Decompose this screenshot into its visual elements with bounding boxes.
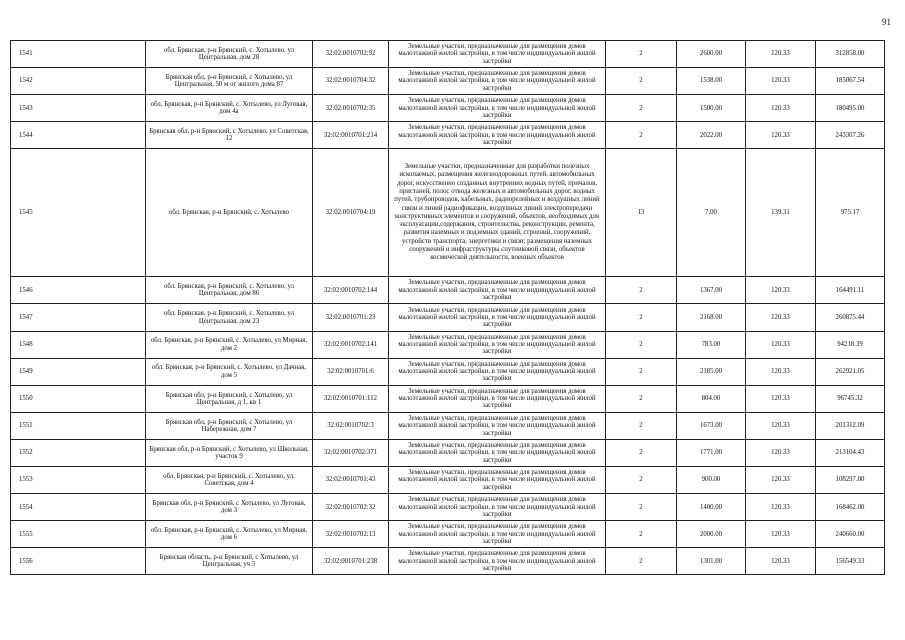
address-cell: Брянская обл, р-н Брянский, с Хотылево, ул Набережная, дом 7 bbox=[146, 412, 313, 439]
address-cell: Брянская обл, р-н Брянский, с Хотылево, ул Советская, 12 bbox=[146, 122, 313, 149]
address-cell: обл. Брянская, р-н Брянский, с. Хотылево, ул Центральная, дом 23 bbox=[146, 304, 313, 331]
address-cell: обл. Брянская, р-н Брянский, с. Хотылево bbox=[146, 149, 313, 277]
land-use-cell: Земельные участки, предназначенные для размещения домов малоэтажной жилой застройки, в том числе индивидуальной жилой застройки bbox=[389, 68, 606, 95]
table-row bbox=[11, 358, 885, 385]
land-use-cell: Земельные участки, предназначенные для размещения домов малоэтажной жилой застройки, в том числе индивидуальной жилой застройки bbox=[389, 358, 606, 385]
cadastral-number-cell: 32:02:0010702:13 bbox=[313, 521, 389, 548]
table-row bbox=[11, 149, 885, 277]
address-cell: Брянская область, р-н Брянский, с Хотылево, ул Центральная, уч 5 bbox=[146, 548, 313, 575]
area-cell: 7.00 bbox=[677, 149, 746, 277]
row-number: 1545 bbox=[11, 149, 146, 277]
land-use-cell: Земельные участки, предназначенные для размещения домов малоэтажной жилой застройки, в том числе индивидуальной жилой застройки bbox=[389, 41, 606, 68]
table-row bbox=[11, 494, 885, 521]
cadastral-value-cell: 185067.54 bbox=[816, 68, 885, 95]
rate-cell: 120.33 bbox=[746, 331, 816, 358]
table-row bbox=[11, 467, 885, 494]
area-cell: 2022.00 bbox=[677, 122, 746, 149]
address-cell: обл. Брянская, р-н Брянский, с. Хотылево, ул Мирная, дом 2 bbox=[146, 331, 313, 358]
group-cell: 2 bbox=[606, 385, 677, 412]
group-cell: 2 bbox=[606, 331, 677, 358]
row-number: 1541 bbox=[11, 41, 146, 68]
cadastral-value-cell: 94218.39 bbox=[816, 331, 885, 358]
land-use-cell: Земельные участки, предназначенные для размещения домов малоэтажной жилой застройки, в том числе индивидуальной жилой застройки bbox=[389, 467, 606, 494]
address-cell: обл. Брянская, р-н Брянский, с. Хотылево, ул Дачная, дом 5 bbox=[146, 358, 313, 385]
address-cell: обл. Брянская, р-н Брянский, с. Хотылево, ул Центральная, дом 28 bbox=[146, 41, 313, 68]
row-number: 1548 bbox=[11, 331, 146, 358]
group-cell: 2 bbox=[606, 68, 677, 95]
land-use-cell: Земельные участки, предназначенные для размещения домов малоэтажной жилой застройки, в том числе индивидуальной жилой застройки bbox=[389, 439, 606, 466]
group-cell: 2 bbox=[606, 95, 677, 122]
cadastral-number-cell: 32:02:0010702:371 bbox=[313, 439, 389, 466]
group-cell: 2 bbox=[606, 412, 677, 439]
page-number: 91 bbox=[882, 17, 891, 27]
row-number: 1544 bbox=[11, 122, 146, 149]
rate-cell: 120.33 bbox=[746, 41, 816, 68]
cadastral-number-cell: 32:02:0010701:112 bbox=[313, 385, 389, 412]
cadastral-value-cell: 260875.44 bbox=[816, 304, 885, 331]
table-row bbox=[11, 385, 885, 412]
group-cell: 2 bbox=[606, 41, 677, 68]
table-row bbox=[11, 521, 885, 548]
address-cell: Брянская обл, р-н Брянский, с Хотылево, ул Луговая, дом 3 bbox=[146, 494, 313, 521]
cadastral-value-cell: 240660.00 bbox=[816, 521, 885, 548]
rate-cell: 120.33 bbox=[746, 304, 816, 331]
area-cell: 1538.00 bbox=[677, 68, 746, 95]
group-cell: 2 bbox=[606, 304, 677, 331]
row-number: 1549 bbox=[11, 358, 146, 385]
cadastral-number-cell: 32:02:0010701:214 bbox=[313, 122, 389, 149]
rate-cell: 120.33 bbox=[746, 412, 816, 439]
group-cell: 2 bbox=[606, 521, 677, 548]
land-use-cell: Земельные участки, предназначенные для размещения домов малоэтажной жилой застройки, в том числе индивидуальной жилой застройки bbox=[389, 412, 606, 439]
rate-cell: 120.33 bbox=[746, 439, 816, 466]
land-use-cell: Земельные участки, предназначенные для размещения домов малоэтажной жилой застройки, в том числе индивидуальной жилой застройки bbox=[389, 548, 606, 575]
cadastral-value-cell: 180495.00 bbox=[816, 95, 885, 122]
land-use-cell: Земельные участки, предназначенные для размещения домов малоэтажной жилой застройки, в том числе индивидуальной жилой застройки bbox=[389, 494, 606, 521]
cadastral-number-cell: 32:02:0010702:141 bbox=[313, 331, 389, 358]
cadastral-value-cell: 312858.00 bbox=[816, 41, 885, 68]
land-use-cell: Земельные участки, предназначенные для размещения домов малоэтажной жилой застройки, в том числе индивидуальной жилой застройки bbox=[389, 521, 606, 548]
land-use-cell: Земельные участки, предназначенные для размещения домов малоэтажной жилой застройки, в том числе индивидуальной жилой застройки bbox=[389, 122, 606, 149]
cadastral-value-cell: 96745.32 bbox=[816, 385, 885, 412]
cadastral-number-cell: 32:02:0010702:3 bbox=[313, 412, 389, 439]
table-row bbox=[11, 331, 885, 358]
row-number: 1552 bbox=[11, 439, 146, 466]
row-number: 1553 bbox=[11, 467, 146, 494]
cadastral-number-cell: 32:02:0010701:43 bbox=[313, 467, 389, 494]
rate-cell: 120.33 bbox=[746, 122, 816, 149]
cadastral-number-cell: 32:02:0010702:35 bbox=[313, 95, 389, 122]
land-use-cell: Земельные участки, предназначенные для размещения домов малоэтажной жилой застройки, в том числе индивидуальной жилой застройки bbox=[389, 385, 606, 412]
cadastral-value-cell: 168462.00 bbox=[816, 494, 885, 521]
area-cell: 1500.00 bbox=[677, 95, 746, 122]
row-number: 1550 bbox=[11, 385, 146, 412]
row-number: 1542 bbox=[11, 68, 146, 95]
area-cell: 1301.00 bbox=[677, 548, 746, 575]
land-use-cell: Земельные участки, предназначенные для размещения домов малоэтажной жилой застройки, в том числе индивидуальной жилой застройки bbox=[389, 95, 606, 122]
cadastral-value-cell: 164491.11 bbox=[816, 277, 885, 304]
land-use-cell: Земельные участки, предназначенные для размещения домов малоэтажной жилой застройки, в том числе индивидуальной жилой застройки bbox=[389, 277, 606, 304]
table-row bbox=[11, 95, 885, 122]
land-use-cell: Земельные участки, предназначенные для размещения домов малоэтажной жилой застройки, в том числе индивидуальной жилой застройки bbox=[389, 304, 606, 331]
area-cell: 2185.00 bbox=[677, 358, 746, 385]
address-cell: обл. Брянская, р-н Брянский, с. Хотылево, ул Мирная, дом 6 bbox=[146, 521, 313, 548]
address-cell: обл. Брянская, р-н Брянский, с. Хотылево, ул Центральная, дом 86 bbox=[146, 277, 313, 304]
area-cell: 2000.00 bbox=[677, 521, 746, 548]
area-cell: 1400.00 bbox=[677, 494, 746, 521]
table-row bbox=[11, 412, 885, 439]
table-row bbox=[11, 304, 885, 331]
land-registry-table bbox=[10, 40, 885, 575]
address-cell: Брянская обл, р-н Брянский, с Хотылево, ул Школьная, участок 9 bbox=[146, 439, 313, 466]
cadastral-value-cell: 108297.00 bbox=[816, 467, 885, 494]
table-row bbox=[11, 68, 885, 95]
row-number: 1556 bbox=[11, 548, 146, 575]
row-number: 1554 bbox=[11, 494, 146, 521]
group-cell: 2 bbox=[606, 494, 677, 521]
land-use-cell: Земельные участки, предназначенные для размещения домов малоэтажной жилой застройки, в том числе индивидуальной жилой застройки bbox=[389, 331, 606, 358]
rate-cell: 120.33 bbox=[746, 467, 816, 494]
group-cell: 2 bbox=[606, 358, 677, 385]
area-cell: 2600.00 bbox=[677, 41, 746, 68]
group-cell: 2 bbox=[606, 548, 677, 575]
row-number: 1546 bbox=[11, 277, 146, 304]
area-cell: 1673.00 bbox=[677, 412, 746, 439]
address-cell: обл. Брянская, р-н Брянский, с. Хотылево, ул Луговая, дом 4а bbox=[146, 95, 313, 122]
table-row bbox=[11, 122, 885, 149]
cadastral-value-cell: 156549.33 bbox=[816, 548, 885, 575]
cadastral-number-cell: 32:02:0010704:32 bbox=[313, 68, 389, 95]
cadastral-value-cell: 213104.43 bbox=[816, 439, 885, 466]
cadastral-number-cell: 32:02:0010702:92 bbox=[313, 41, 389, 68]
area-cell: 1367.00 bbox=[677, 277, 746, 304]
cadastral-number-cell: 32:02:0010704:19 bbox=[313, 149, 389, 277]
rate-cell: 120.33 bbox=[746, 277, 816, 304]
group-cell: 2 bbox=[606, 122, 677, 149]
area-cell: 783.00 bbox=[677, 331, 746, 358]
cadastral-value-cell: 262921.05 bbox=[816, 358, 885, 385]
address-cell: Брянская обл, р-н Брянский, с Хотылево, ул Центральная, 50 м от жилого дома 87 bbox=[146, 68, 313, 95]
group-cell: 2 bbox=[606, 439, 677, 466]
table-row bbox=[11, 277, 885, 304]
cadastral-value-cell: 243307.26 bbox=[816, 122, 885, 149]
rate-cell: 120.33 bbox=[746, 385, 816, 412]
rate-cell: 120.33 bbox=[746, 68, 816, 95]
area-cell: 900.00 bbox=[677, 467, 746, 494]
address-cell: обл. Брянская, р-н Брянский, с. Хотылево, ул. Советская, дом 4 bbox=[146, 467, 313, 494]
rate-cell: 120.33 bbox=[746, 358, 816, 385]
land-use-cell: Земельные участки, предназначенные для разработки полезных ископаемых, размещения железнодорожных путей, автомобильных дорог, искусственно созданных внутренних водных путей, причалов, пристаней, полос отвода железных и автомобильных дорог, водных путей, трубопроводов, кабельных, радиорелейных и воздушных линий связи и линий радиофикации, воздушных линий электропередачи конструктивных элементов и сооружений, объектов, необходимых для эксплуатации,содержания, строительства, реконструкции, ремонта, развития наземных и подземных зданий, строений, сооружений, устройств транспорта, энергетики и связи; размещения наземных сооружений и инфраструктуры спутниковой связи, объектов космической деятельности, военных объектов bbox=[389, 149, 606, 277]
area-cell: 2168.00 bbox=[677, 304, 746, 331]
rate-cell: 120.33 bbox=[746, 494, 816, 521]
cadastral-number-cell: 32:02:0010701:238 bbox=[313, 548, 389, 575]
group-cell: 2 bbox=[606, 467, 677, 494]
rate-cell: 120.33 bbox=[746, 548, 816, 575]
row-number: 1547 bbox=[11, 304, 146, 331]
cadastral-number-cell: 32:02:0010702:32 bbox=[313, 494, 389, 521]
row-number: 1543 bbox=[11, 95, 146, 122]
row-number: 1555 bbox=[11, 521, 146, 548]
cadastral-number-cell: 32:02:0010701:23 bbox=[313, 304, 389, 331]
area-cell: 804.00 bbox=[677, 385, 746, 412]
address-cell: Брянская обл, р-н Брянский, с Хотылево, ул Центральная, д 1, кв 1 bbox=[146, 385, 313, 412]
rate-cell: 139.31 bbox=[746, 149, 816, 277]
table-row bbox=[11, 548, 885, 575]
group-cell: 13 bbox=[606, 149, 677, 277]
table-row bbox=[11, 439, 885, 466]
cadastral-number-cell: 32:02:0010701:6 bbox=[313, 358, 389, 385]
area-cell: 1771.00 bbox=[677, 439, 746, 466]
cadastral-value-cell: 975.17 bbox=[816, 149, 885, 277]
table-row bbox=[11, 41, 885, 68]
cadastral-value-cell: 201312.09 bbox=[816, 412, 885, 439]
group-cell: 2 bbox=[606, 277, 677, 304]
cadastral-number-cell: 32:02:0010702:144 bbox=[313, 277, 389, 304]
row-number: 1551 bbox=[11, 412, 146, 439]
rate-cell: 120.33 bbox=[746, 95, 816, 122]
rate-cell: 120.33 bbox=[746, 521, 816, 548]
